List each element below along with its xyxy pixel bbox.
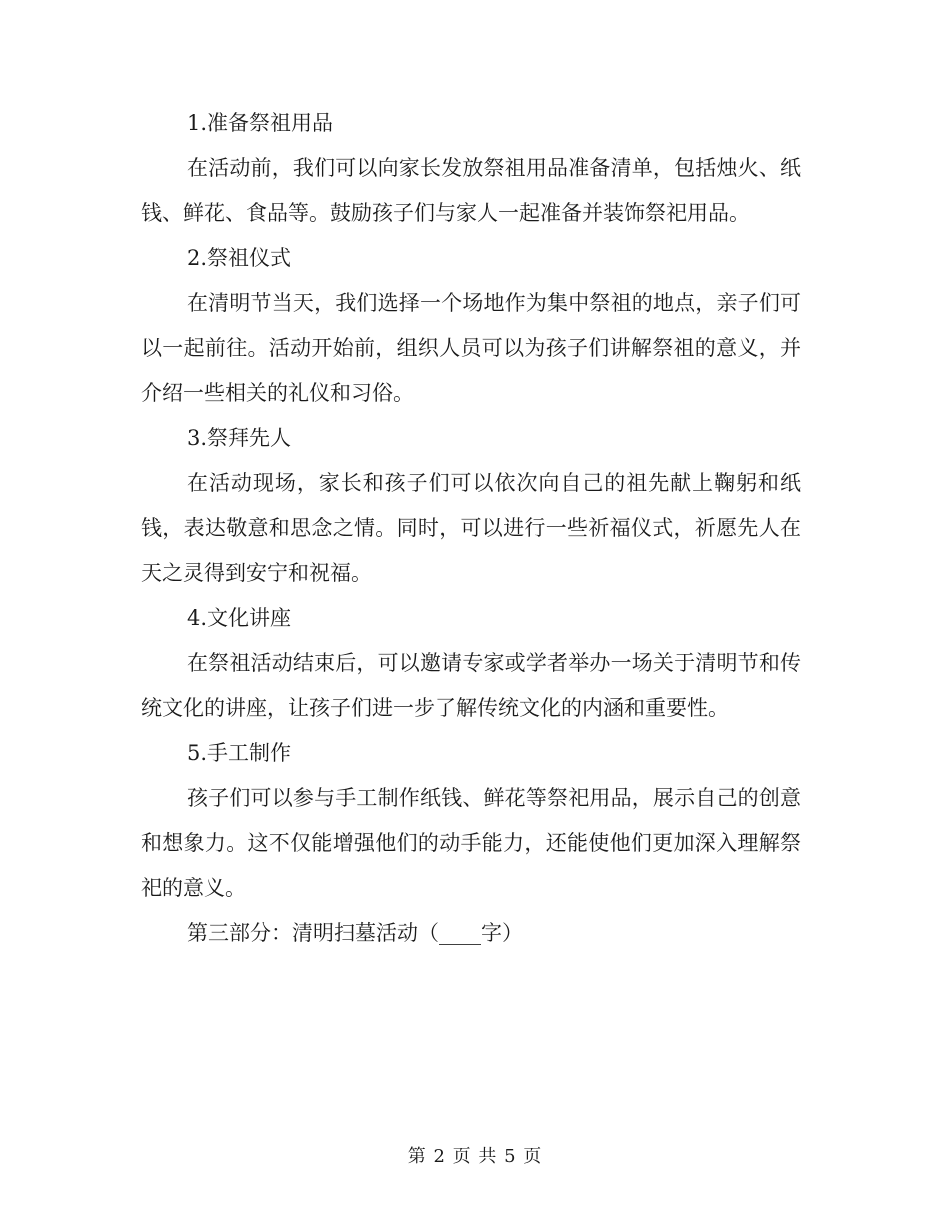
section-heading-prepare-items: 1.准备祭祖用品: [187, 111, 334, 135]
paragraph-ceremony: 在清明节当天，我们选择一个场地作为集中祭祖的地点，亲子们可以一起前往。活动开始前，组织人员可以为孩子们讲解祭祖的意义，并介绍一些相关的礼仪和习俗。: [141, 291, 801, 405]
page-number-footer: 第 2 页 共 5 页: [407, 1146, 543, 1167]
section-heading-worship: 3.祭拜先人: [187, 426, 292, 450]
paragraph-prepare-items: 在活动前，我们可以向家长发放祭祖用品准备清单，包括烛火、纸钱、鲜花、食品等。鼓励孩子们与家人一起准备并装饰祭祀用品。: [141, 156, 801, 225]
section-heading-lecture: 4.文化讲座: [187, 606, 292, 630]
paragraph-worship: 在活动现场，家长和孩子们可以依次向自己的祖先献上鞠躬和纸钱，表达敬意和思念之情。同时，可以进行一些祈福仪式，祈愿先人在天之灵得到安宁和祝福。: [141, 471, 801, 585]
section-heading-ceremony: 2.祭祖仪式: [187, 246, 292, 270]
section-heading-handcraft: 5.手工制作: [187, 741, 292, 765]
part-three-heading: 第三部分：清明扫墓活动（____字）: [187, 921, 523, 945]
paragraph-handcraft: 孩子们可以参与手工制作纸钱、鲜花等祭祀用品，展示自己的创意和想象力。这不仅能增强他们的动手能力，还能使他们更加深入理解祭祀的意义。: [141, 786, 801, 900]
document-body: [141, 101, 801, 956]
paragraph-lecture: 在祭祖活动结束后，可以邀请专家或学者举办一场关于清明节和传统文化的讲座，让孩子们进一步了解传统文化的内涵和重要性。: [141, 651, 801, 720]
